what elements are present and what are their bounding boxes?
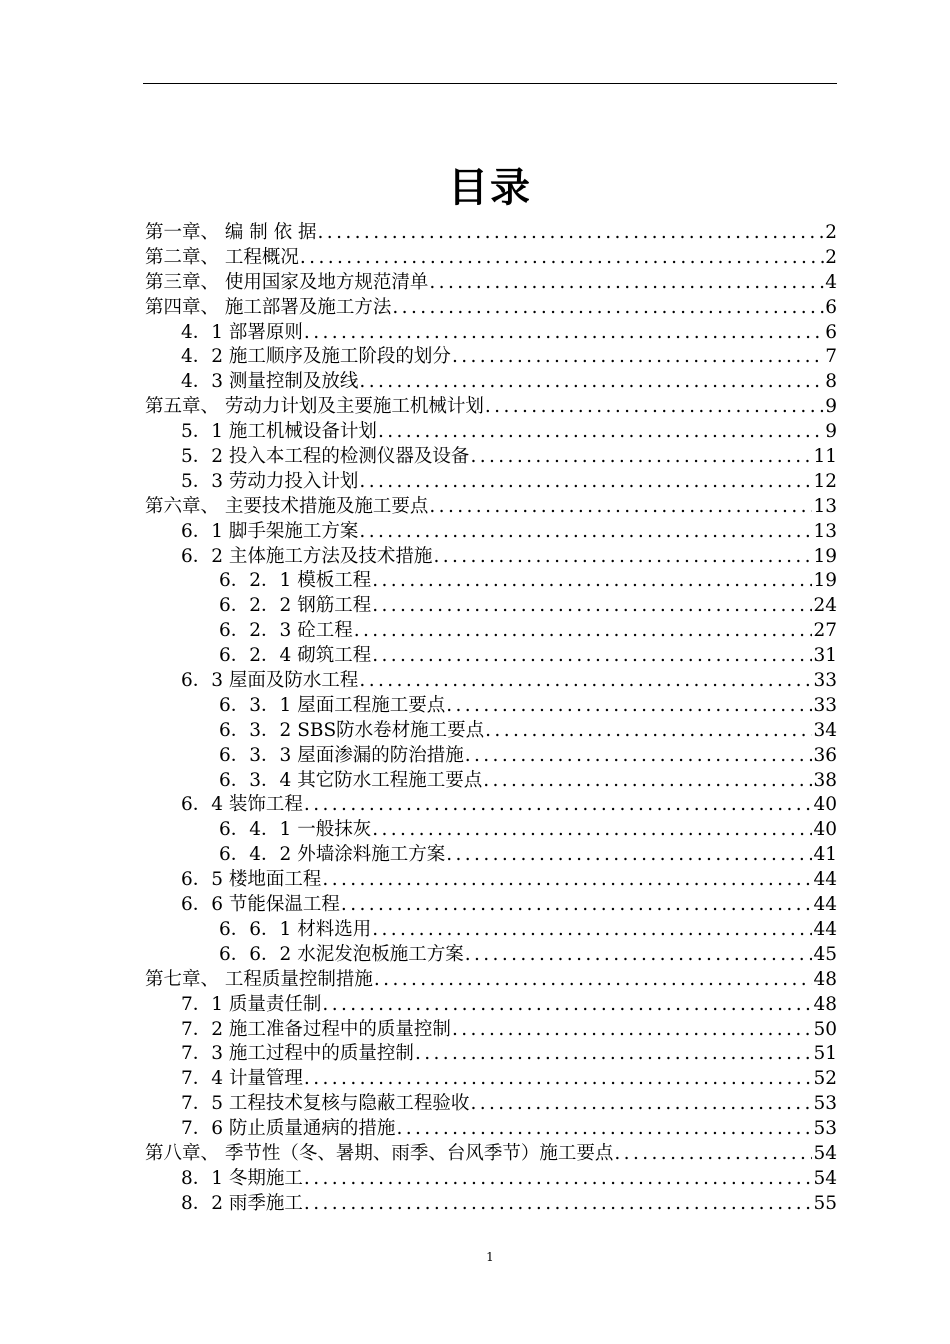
toc-entry[interactable] (145, 420, 837, 445)
toc-entry-label: 7．5 工程技术复核与隐蔽工程验收 (181, 1093, 470, 1115)
toc-entry[interactable] (145, 1067, 837, 1092)
toc-entry-page: 7 (825, 346, 837, 368)
toc-dot-leader (429, 271, 824, 296)
toc-entry-page: 55 (813, 1192, 837, 1214)
toc-entry-page: 40 (813, 819, 837, 841)
toc-entry-label: 第五章、 劳动力计划及主要施工机械计划 (145, 396, 484, 418)
toc-dot-leader (372, 918, 812, 943)
toc-dot-leader (433, 545, 812, 570)
toc-entry-page: 54 (813, 1167, 837, 1189)
toc-dot-leader (372, 569, 812, 594)
toc-dot-leader (322, 868, 812, 893)
toc-entry-page: 9 (825, 396, 837, 418)
toc-dot-leader (304, 321, 824, 346)
toc-entry-page: 13 (813, 495, 837, 517)
toc-entry[interactable] (145, 719, 837, 744)
toc-entry-page: 24 (813, 595, 837, 617)
toc-dot-leader (322, 993, 812, 1018)
toc-entry-label: 6．3．3 屋面渗漏的防治措施 (219, 744, 464, 766)
page-number: 1 (486, 1250, 494, 1264)
toc-entry[interactable] (145, 968, 837, 993)
toc-entry-label: 5．1 施工机械设备计划 (181, 421, 377, 443)
header-rule (143, 83, 837, 84)
toc-entry[interactable] (145, 669, 837, 694)
toc-entry[interactable] (145, 1167, 837, 1192)
toc-dot-leader (372, 644, 812, 669)
toc-entry-label: 6．3．1 屋面工程施工要点 (219, 694, 446, 716)
toc-dot-leader (452, 345, 824, 370)
toc-entry-label: 第四章、 施工部署及施工方法 (145, 296, 392, 318)
toc-entry-label: 第三章、 使用国家及地方规范清单 (145, 271, 429, 293)
toc-dot-leader (374, 968, 813, 993)
toc-entry-page: 27 (813, 620, 837, 642)
toc-entry-page: 13 (813, 520, 837, 542)
toc-dot-leader (452, 1018, 813, 1043)
toc-dot-leader (465, 744, 813, 769)
toc-dot-leader (465, 943, 813, 968)
toc-entry-page: 12 (813, 470, 837, 492)
toc-dot-leader (318, 221, 825, 246)
toc-dot-leader (446, 694, 812, 719)
toc-entry-label: 6．1 脚手架施工方案 (181, 520, 359, 542)
toc-entry-page: 40 (813, 794, 837, 816)
toc-entry-page: 53 (813, 1093, 837, 1115)
toc-entry-label: 第二章、 工程概况 (145, 246, 299, 268)
toc-entry[interactable] (145, 246, 837, 271)
toc-entry-page: 38 (813, 769, 837, 791)
toc-entry-label: 第六章、 主要技术措施及施工要点 (145, 495, 429, 517)
toc-entry-label: 6．5 楼地面工程 (181, 869, 322, 891)
toc-entry-page: 52 (813, 1068, 837, 1090)
toc-entry[interactable] (145, 1042, 837, 1067)
toc-entry-label: 4．3 测量控制及放线 (181, 371, 359, 393)
toc-entry-label: 第八章、 季节性（冬、暑期、雨季、台风季节）施工要点 (145, 1142, 614, 1164)
toc-entry-page: 44 (813, 894, 837, 916)
toc-entry-label: 6．2．4 砌筑工程 (219, 645, 372, 667)
toc-dot-leader (341, 893, 813, 918)
toc-entry-label: 7．2 施工准备过程中的质量控制 (181, 1018, 451, 1040)
toc-dot-leader (614, 1142, 812, 1167)
toc-entry[interactable] (145, 619, 837, 644)
toc-entry-page: 9 (825, 421, 837, 443)
toc-entry[interactable] (145, 370, 837, 395)
toc-entry[interactable] (145, 1092, 837, 1117)
toc-dot-leader (359, 470, 812, 495)
toc-entry-label: 6．6 节能保温工程 (181, 894, 340, 916)
toc-entry[interactable] (145, 495, 837, 520)
toc-entry-label: 6．2 主体施工方法及技术措施 (181, 545, 433, 567)
toc-entry[interactable] (145, 918, 837, 943)
toc-entry[interactable] (145, 221, 837, 246)
toc-entry-page: 4 (825, 271, 837, 293)
toc-entry[interactable] (145, 694, 837, 719)
toc-dot-leader (485, 395, 824, 420)
toc-entry-page: 19 (813, 570, 837, 592)
toc-entry[interactable] (145, 470, 837, 495)
toc-dot-leader (396, 1117, 812, 1142)
toc-entry-page: 34 (813, 719, 837, 741)
toc-entry[interactable] (145, 520, 837, 545)
toc-entry-page: 44 (813, 918, 837, 940)
toc-entry-label: 7．3 施工过程中的质量控制 (181, 1043, 414, 1065)
toc-entry-page: 2 (825, 246, 837, 268)
toc-entry[interactable] (145, 594, 837, 619)
toc-entry-page: 2 (825, 222, 837, 243)
toc-entry[interactable] (145, 569, 837, 594)
toc-entry-label: 7．6 防止质量通病的措施 (181, 1118, 396, 1140)
toc-entry-page: 11 (813, 446, 837, 468)
toc-entry-page: 31 (813, 645, 837, 667)
toc-entry-page: 51 (813, 1043, 837, 1065)
toc-dot-leader (372, 594, 812, 619)
toc-entry-label: 6．4．2 外墙涂料施工方案 (219, 844, 446, 866)
toc-dot-leader (359, 669, 812, 694)
toc-entry[interactable] (145, 296, 837, 321)
toc-entry[interactable] (145, 793, 837, 818)
toc-entry-label: 8．1 冬期施工 (181, 1167, 303, 1189)
toc-dot-leader (304, 1192, 813, 1217)
toc-entry-label: 6．3．2 SBS防水卷材施工要点 (219, 719, 485, 741)
toc-entry[interactable] (145, 818, 837, 843)
toc-entry-page: 54 (813, 1142, 837, 1164)
toc-dot-leader (359, 370, 824, 395)
toc-entry-label: 6．2．1 模板工程 (219, 570, 372, 592)
toc-entry[interactable] (145, 993, 837, 1018)
toc-entry[interactable] (145, 321, 837, 346)
toc-entry-page: 36 (813, 744, 837, 766)
toc-entry-label: 8．2 雨季施工 (181, 1192, 303, 1214)
toc-entry[interactable] (145, 868, 837, 893)
toc-entry-label: 6．2．2 钢筋工程 (219, 595, 372, 617)
toc-entry[interactable] (145, 1192, 837, 1217)
toc-entry-page: 19 (813, 545, 837, 567)
toc-entry-page: 48 (813, 968, 837, 990)
toc-dot-leader (392, 296, 824, 321)
toc-entry-label: 6．6．1 材料选用 (219, 918, 372, 940)
toc-entry[interactable] (145, 843, 837, 868)
toc-entry-page: 33 (813, 694, 837, 716)
toc-entry[interactable] (145, 1117, 837, 1142)
toc-entry[interactable] (145, 545, 837, 570)
toc-entry-label: 4．1 部署原则 (181, 321, 303, 343)
toc-entry-label: 6．3．4 其它防水工程施工要点 (219, 769, 483, 791)
toc-dot-leader (483, 769, 812, 794)
toc-dot-leader (372, 818, 812, 843)
toc-entry-label: 6．4．1 一般抹灰 (219, 819, 372, 841)
toc-entry-label: 7．4 计量管理 (181, 1068, 303, 1090)
toc-dot-leader (446, 843, 812, 868)
toc-entry-label: 5．3 劳动力投入计划 (181, 470, 359, 492)
toc-entry-label: 6．4 装饰工程 (181, 794, 303, 816)
toc-entry[interactable] (145, 1018, 837, 1043)
toc-entry-page: 53 (813, 1118, 837, 1140)
toc-dot-leader (485, 719, 812, 744)
toc-entry[interactable] (145, 445, 837, 470)
toc-entry-page: 6 (825, 321, 837, 343)
toc-dot-leader (429, 495, 812, 520)
toc-entry-page: 6 (825, 296, 837, 318)
toc-dot-leader (470, 1092, 812, 1117)
toc-entry-page: 48 (813, 993, 837, 1015)
toc-entry[interactable] (145, 345, 837, 370)
toc-entry[interactable] (145, 893, 837, 918)
toc-dot-leader (304, 1167, 813, 1192)
toc-entry-label: 6．3 屋面及防水工程 (181, 670, 359, 692)
toc-dot-leader (304, 793, 813, 818)
toc-entry-label: 5．2 投入本工程的检测仪器及设备 (181, 446, 470, 468)
table-of-contents (145, 221, 837, 1217)
toc-dot-leader (415, 1042, 813, 1067)
toc-entry-label: 第七章、 工程质量控制措施 (145, 968, 373, 990)
toc-entry-page: 44 (813, 869, 837, 891)
toc-entry-page: 8 (825, 371, 837, 393)
toc-entry-label: 6．6．2 水泥发泡板施工方案 (219, 943, 464, 965)
toc-dot-leader (304, 1067, 813, 1092)
page-title: 目录 (448, 165, 532, 211)
toc-entry[interactable] (145, 644, 837, 669)
toc-entry-page: 50 (813, 1018, 837, 1040)
toc-entry-page: 45 (813, 943, 837, 965)
toc-dot-leader (300, 246, 824, 271)
toc-dot-leader (359, 520, 812, 545)
toc-entry[interactable] (145, 271, 837, 296)
toc-entry-label: 7．1 质量责任制 (181, 993, 322, 1015)
toc-entry[interactable] (145, 769, 837, 794)
toc-entry[interactable] (145, 395, 837, 420)
toc-entry-page: 33 (813, 670, 837, 692)
toc-entry-page: 41 (813, 844, 837, 866)
toc-entry[interactable] (145, 1142, 837, 1167)
toc-entry-label: 4．2 施工顺序及施工阶段的划分 (181, 346, 451, 368)
toc-entry[interactable] (145, 744, 837, 769)
toc-entry[interactable] (145, 943, 837, 968)
toc-dot-leader (470, 445, 812, 470)
toc-entry-label: 第一章、 编 制 依 据 (145, 222, 317, 243)
toc-dot-leader (378, 420, 824, 445)
toc-dot-leader (354, 619, 813, 644)
toc-entry-label: 6．2．3 砼工程 (219, 620, 353, 642)
